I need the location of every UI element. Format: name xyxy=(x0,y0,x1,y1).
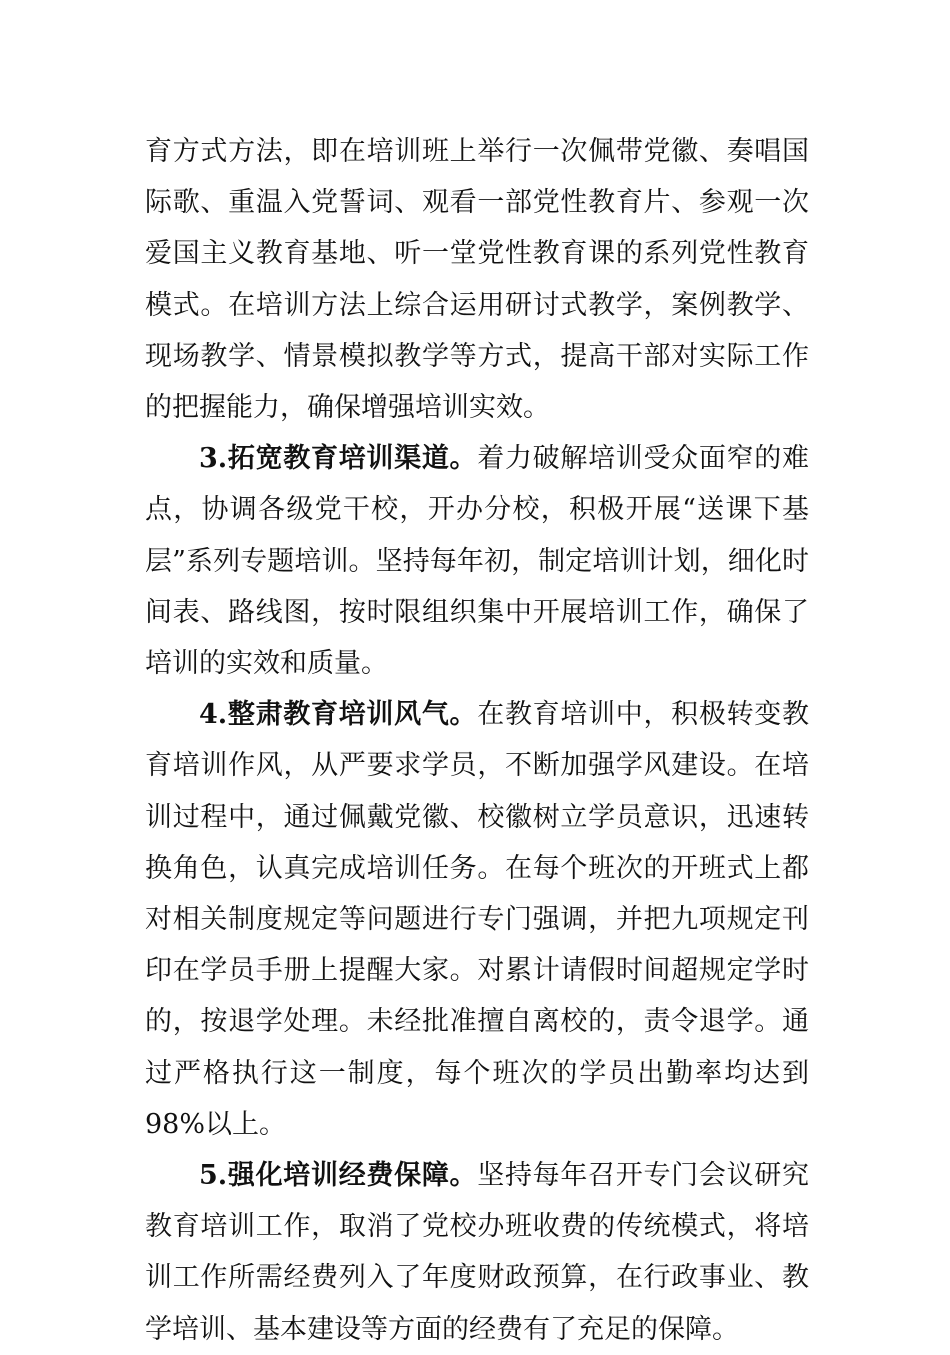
paragraph-text: 坚持每年召开专门会议研究教育培训工作，取消了党校办班收费的传统模式，将培训工作所需经费列入了年度财政预算，在行政事业、教学培训、基本建设等方面的经费有了充足的保障。 xyxy=(145,1160,810,1345)
paragraph-text: 育方式方法，即在培训班上举行一次佩带党徽、奏唱国际歌、重温入党誓词、观看一部党性教育片、参观一次爱国主义教育基地、听一堂党性教育课的系列党性教育模式。在培训方法上综合运用研讨式教学，案例教学、现场教学、情景模拟教学等方式，提高干部对实际工作的把握能力，确保增强培训实效。 xyxy=(145,136,809,424)
paragraph-5 xyxy=(145,1150,809,1355)
paragraph-text: 在教育培训中，积极转变教育培训作风，从严要求学员，不断加强学风建设。在培训过程中，通过佩戴党徽、校徽树立学员意识，迅速转换角色，认真完成培训任务。在每个班次的开班式上都对相关制度规定等问题进行专门强调，并把九项规定刊印在学员手册上提醒大家。对累计请假时间超规定学时的，按退学处理。未经批准擅自离校的，责令退学。通过严格执行这一制度，每个班次的学员出勤率均达到98%以上。 xyxy=(145,699,810,1140)
paragraph-heading: 3.拓宽教育培训渠道。 xyxy=(199,443,478,475)
paragraph-heading: 5.强化培训经费保障。 xyxy=(199,1160,478,1192)
paragraph-text: 着力破解培训受众面窄的难点，协调各级党干校，开办分校，积极开展“送课下基层”系列专题培训。坚持每年初，制定培训计划，细化时间表、路线图，按时限组织集中开展培训工作，确保了培训的实效和质量。 xyxy=(145,443,810,680)
paragraph-3 xyxy=(145,433,809,689)
paragraph-4 xyxy=(145,689,809,1150)
paragraph-heading: 4.整肃教育培训风气。 xyxy=(199,699,478,731)
paragraph-continuation xyxy=(145,126,809,433)
document-body xyxy=(145,126,809,1355)
